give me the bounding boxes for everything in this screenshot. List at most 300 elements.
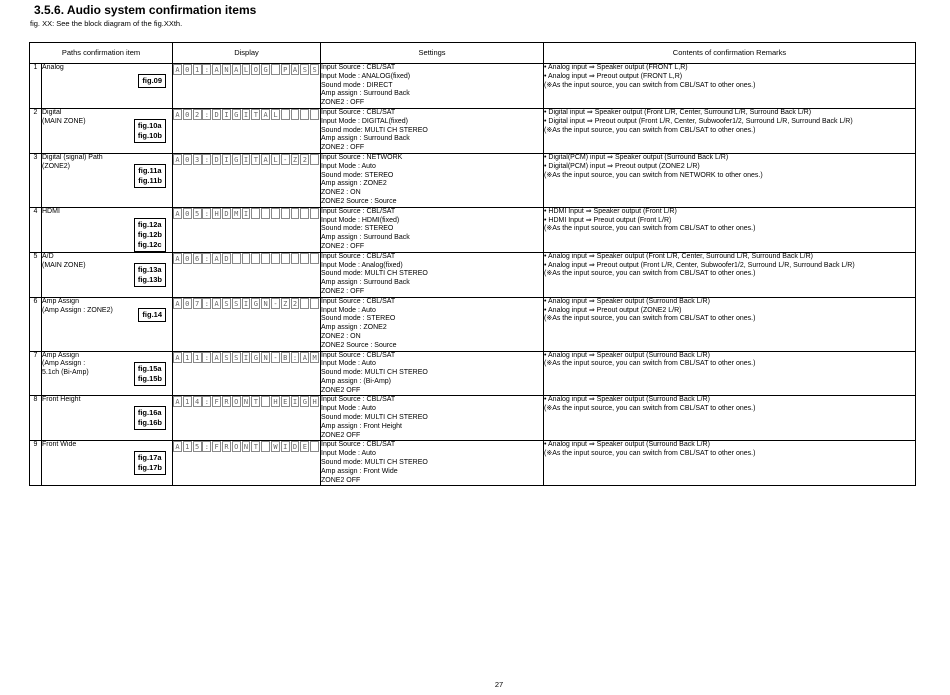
lcd-char: S <box>300 64 309 75</box>
setting-line: Input Source : CBL/SAT <box>321 207 396 215</box>
remark-line: (※As the input source, you can switch from CBL/SAT to other ones.) <box>544 81 756 89</box>
lcd-char: A <box>173 298 182 309</box>
row-number: 3 <box>30 153 42 207</box>
confirmation-table <box>29 42 916 486</box>
settings-cell <box>321 153 544 207</box>
lcd-char: I <box>291 396 300 407</box>
table-row <box>30 153 916 207</box>
path-label: A/D <box>42 252 54 260</box>
settings-cell <box>321 441 544 486</box>
setting-line: Amp assign : Surround Back <box>321 90 410 98</box>
lcd-char <box>310 154 319 165</box>
remark-line: (※As the input source, you can switch from CBL/SAT to other ones.) <box>544 450 756 458</box>
settings-cell <box>321 64 544 109</box>
setting-line: Input Source : CBL/SAT <box>321 64 396 71</box>
fig-reference: fig.11b <box>138 175 162 185</box>
setting-line: Input Source : CBL/SAT <box>321 108 396 116</box>
setting-line: ZONE2 : OFF <box>321 144 365 152</box>
setting-line: Amp assign : Front Wide <box>321 467 398 475</box>
remarks-cell <box>544 252 916 297</box>
remark-line: (※As the input source, you can switch from CBL/SAT to other ones.) <box>544 405 756 413</box>
row-number: 7 <box>30 351 42 396</box>
table-row <box>30 441 916 486</box>
table-row <box>30 396 916 441</box>
remark-line: • Analog input ⇒ Speaker output (Surround Back L/R) <box>544 297 710 305</box>
lcd-char: 2 <box>291 298 300 309</box>
display-cell <box>173 351 321 396</box>
lcd-char <box>261 441 270 452</box>
lcd-char <box>281 109 290 120</box>
lcd-char: H <box>271 396 280 407</box>
setting-line: Input Mode : Auto <box>321 306 376 314</box>
remark-line: • Digital input ⇒ Preout output (Front L/R, Center, Subwoofer1/2, Surround L/R, Surround Back L/R) <box>544 117 853 125</box>
remarks-cell <box>544 64 916 109</box>
lcd-char: L <box>271 109 280 120</box>
lcd-char: : <box>202 208 211 219</box>
remark-line: • HDMI Input ⇒ Preout output (Front L/R) <box>544 216 672 224</box>
fig-reference: fig.17b <box>137 463 162 473</box>
fig-reference: fig.11a <box>138 165 162 175</box>
setting-line: Sound mode : STEREO <box>321 315 396 323</box>
path-cell <box>42 297 173 351</box>
remarks-cell <box>544 108 916 153</box>
header-remarks: Contents of confirmation Remarks <box>544 43 916 64</box>
page-number: 27 <box>494 680 504 689</box>
lcd-char <box>281 208 290 219</box>
fig-reference-box <box>134 362 166 386</box>
lcd-char: I <box>242 298 251 309</box>
lcd-char: 1 <box>183 352 192 363</box>
lcd-char <box>291 208 300 219</box>
lcd-char: 5 <box>193 441 202 452</box>
setting-line: ZONE2 OFF <box>321 386 361 394</box>
lcd-char <box>251 253 260 264</box>
lcd-char: F <box>212 396 221 407</box>
lcd-char: A <box>173 352 182 363</box>
lcd-char: D <box>291 441 300 452</box>
lcd-char: F <box>212 441 221 452</box>
lcd-char: T <box>251 154 260 165</box>
fig-reference: fig.15a <box>137 363 162 373</box>
lcd-char: N <box>261 298 270 309</box>
lcd-char: 2 <box>300 154 309 165</box>
lcd-char: A <box>212 298 221 309</box>
setting-line: Input Source : CBL/SAT <box>321 396 396 404</box>
settings-cell <box>321 108 544 153</box>
remark-line: • Analog input ⇒ Speaker output (Surround Back L/R) <box>544 396 710 404</box>
path-label: HDMI <box>42 207 60 215</box>
path-label: (ZONE2) <box>42 162 70 170</box>
lcd-char <box>261 208 270 219</box>
lcd-char <box>271 208 280 219</box>
lcd-char: A <box>212 352 221 363</box>
lcd-char <box>310 441 319 452</box>
lcd-char <box>310 208 319 219</box>
lcd-char <box>271 253 280 264</box>
lcd-char: G <box>261 64 270 75</box>
remark-line: • Analog input ⇒ Speaker output (FRONT L,R) <box>544 64 688 71</box>
lcd-char: - <box>271 352 280 363</box>
remark-line: • Digital input ⇒ Speaker output (Front L/R, Center, Surround L/R, Surround Back L/R) <box>544 108 812 116</box>
setting-line: Sound mode : DIRECT <box>321 81 393 89</box>
lcd-char: B <box>281 352 290 363</box>
lcd-char: 0 <box>183 109 192 120</box>
path-cell <box>42 108 173 153</box>
setting-line: Input Mode : Auto <box>321 450 376 458</box>
fig-reference-box <box>134 218 166 252</box>
lcd-char <box>300 208 309 219</box>
lcd-char: 0 <box>183 64 192 75</box>
setting-line: Input Mode : Auto <box>321 162 376 170</box>
settings-cell <box>321 351 544 396</box>
fig-reference: fig.14 <box>142 309 162 319</box>
remark-line: • Analog input ⇒ Speaker output (Front L/R, Center, Surround L/R, Surround Back L/R) <box>544 252 814 260</box>
fig-reference: fig.15b <box>137 373 162 383</box>
fig-reference: fig.17a <box>137 453 162 463</box>
setting-line: Input Source : CBL/SAT <box>321 297 396 305</box>
setting-line: Sound mode: MULTI CH STEREO <box>321 459 428 467</box>
lcd-char: A <box>173 154 182 165</box>
setting-line: Amp assign : ZONE2 <box>321 180 387 188</box>
lcd-char: D <box>212 109 221 120</box>
display-cell <box>173 396 321 441</box>
lcd-char: H <box>212 208 221 219</box>
row-number: 6 <box>30 297 42 351</box>
lcd-char: S <box>222 352 231 363</box>
setting-line: ZONE2 OFF <box>321 476 361 484</box>
path-label: (MAIN ZONE) <box>42 261 86 269</box>
setting-line: Amp assign : Surround Back <box>321 135 410 143</box>
path-label: (MAIN ZONE) <box>42 117 86 125</box>
lcd-char: A <box>261 154 270 165</box>
setting-line: Sound mode: STEREO <box>321 171 394 179</box>
lcd-char: 1 <box>193 352 202 363</box>
lcd-char: L <box>271 154 280 165</box>
path-label: Digital <box>42 108 62 116</box>
path-cell <box>42 64 173 109</box>
remarks-cell <box>544 207 916 252</box>
lcd-char: T <box>251 441 260 452</box>
remark-line: • HDMI Input ⇒ Speaker output (Front L/R) <box>544 207 677 215</box>
lcd-char <box>261 396 270 407</box>
lcd-char <box>291 253 300 264</box>
table-row <box>30 351 916 396</box>
lcd-char: 5 <box>193 208 202 219</box>
lcd-char: O <box>232 441 241 452</box>
lcd-display <box>173 352 320 363</box>
path-label: Front Wide <box>42 441 77 449</box>
remark-line: (※As the input source, you can switch from CBL/SAT to other ones.) <box>544 270 756 278</box>
lcd-char <box>300 109 309 120</box>
lcd-char: T <box>251 396 260 407</box>
remark-line: • Analog input ⇒ Preout output (Front L/R, Center, Subwoofer1/2, Surround L/R, Surround Back L/R) <box>544 261 855 269</box>
lcd-char: G <box>251 298 260 309</box>
section-title: 3.5.6. Audio system confirmation items <box>34 3 257 17</box>
fig-reference: fig.12b <box>137 229 162 239</box>
lcd-char: I <box>242 208 251 219</box>
lcd-char <box>291 109 300 120</box>
lcd-char: 1 <box>193 64 202 75</box>
subtitle-note: fig. XX: See the block diagram of the fig.XXth. <box>30 19 183 28</box>
path-label: Front Height <box>42 396 81 404</box>
setting-line: Input Source : NETWORK <box>321 153 403 161</box>
remarks-cell <box>544 153 916 207</box>
lcd-char <box>261 253 270 264</box>
path-label: (Amp Assign : <box>42 360 86 368</box>
lcd-char: G <box>232 154 241 165</box>
display-cell <box>173 441 321 486</box>
lcd-char: A <box>300 352 309 363</box>
fig-reference: fig.16a <box>137 408 162 418</box>
fig-reference: fig.16b <box>137 418 162 428</box>
row-number: 8 <box>30 396 42 441</box>
row-number: 5 <box>30 252 42 297</box>
lcd-char: : <box>202 298 211 309</box>
fig-reference: fig.10b <box>137 130 162 140</box>
setting-line: Amp assign : Front Height <box>321 422 402 430</box>
display-cell <box>173 153 321 207</box>
table-row <box>30 252 916 297</box>
setting-line: Input Mode : HDMI(fixed) <box>321 216 400 224</box>
setting-line: Input Source : CBL/SAT <box>321 441 396 449</box>
lcd-char: A <box>232 64 241 75</box>
lcd-char: I <box>222 109 231 120</box>
fig-reference: fig.13b <box>137 274 162 284</box>
setting-line: ZONE2 : ON <box>321 332 361 340</box>
row-number: 4 <box>30 207 42 252</box>
remark-line: • Digital(PCM) input ⇒ Speaker output (Surround Back L/R) <box>544 153 729 161</box>
lcd-char: 0 <box>183 298 192 309</box>
settings-cell <box>321 396 544 441</box>
lcd-char <box>310 298 319 309</box>
lcd-display <box>173 208 320 219</box>
table-row <box>30 297 916 351</box>
remark-line: (※As the input source, you can switch from CBL/SAT to other ones.) <box>544 360 756 368</box>
display-cell <box>173 64 321 109</box>
lcd-display <box>173 109 320 120</box>
lcd-char: Z <box>291 154 300 165</box>
lcd-char: I <box>242 109 251 120</box>
settings-cell <box>321 252 544 297</box>
remarks-cell <box>544 441 916 486</box>
setting-line: Amp assign : ZONE2 <box>321 324 387 332</box>
setting-line: Amp assign : Surround Back <box>321 234 410 242</box>
settings-cell <box>321 297 544 351</box>
lcd-char: G <box>251 352 260 363</box>
lcd-char: - <box>271 298 280 309</box>
remark-line: (※As the input source, you can switch from CBL/SAT to other ones.) <box>544 315 756 323</box>
lcd-char <box>251 208 260 219</box>
display-cell <box>173 207 321 252</box>
fig-reference: fig.12a <box>137 219 162 229</box>
path-label: Amp Assign <box>42 297 79 305</box>
lcd-char: : <box>202 64 211 75</box>
lcd-char: Z <box>281 298 290 309</box>
lcd-char <box>271 64 280 75</box>
setting-line: Input Source : CBL/SAT <box>321 351 396 359</box>
lcd-char: E <box>281 396 290 407</box>
row-number: 1 <box>30 64 42 109</box>
lcd-char: A <box>173 208 182 219</box>
path-label: Amp Assign <box>42 351 79 359</box>
setting-line: ZONE2 Source : Source <box>321 197 397 205</box>
fig-reference-box <box>134 119 166 143</box>
display-cell <box>173 252 321 297</box>
lcd-char: O <box>251 64 260 75</box>
remark-line: • Analog input ⇒ Preout output (ZONE2 L/R) <box>544 306 682 314</box>
lcd-char: A <box>173 109 182 120</box>
lcd-char: H <box>310 396 319 407</box>
setting-line: ZONE2 : OFF <box>321 287 365 295</box>
setting-line: Sound mode: MULTI CH STEREO <box>321 126 428 134</box>
lcd-char: R <box>222 396 231 407</box>
fig-reference-box <box>134 164 166 188</box>
lcd-char: L <box>242 64 251 75</box>
lcd-char <box>281 253 290 264</box>
path-cell <box>42 351 173 396</box>
header-paths: Paths confirmation item <box>30 43 173 64</box>
lcd-char: : <box>202 396 211 407</box>
setting-line: ZONE2 : OFF <box>321 99 365 107</box>
table-row <box>30 207 916 252</box>
setting-line: ZONE2 : ON <box>321 189 361 197</box>
lcd-char: A <box>212 253 221 264</box>
fig-reference-box <box>134 451 166 475</box>
setting-line: Sound mode: STEREO <box>321 225 394 233</box>
lcd-display <box>173 396 320 407</box>
setting-line: ZONE2 OFF <box>321 431 361 439</box>
fig-reference-box <box>138 74 166 88</box>
lcd-char: S <box>310 64 319 75</box>
lcd-char <box>310 253 319 264</box>
lcd-char <box>300 298 309 309</box>
setting-line: Input Source : CBL/SAT <box>321 252 396 260</box>
lcd-char: : <box>291 352 300 363</box>
display-cell <box>173 108 321 153</box>
fig-reference-box <box>134 263 166 287</box>
lcd-char: S <box>232 298 241 309</box>
table-row <box>30 108 916 153</box>
lcd-char: D <box>222 208 231 219</box>
lcd-char: 6 <box>193 253 202 264</box>
lcd-char: D <box>222 253 231 264</box>
remark-line: • Analog input ⇒ Speaker output (Surround Back L/R) <box>544 441 710 449</box>
header-display: Display <box>173 43 321 64</box>
lcd-char: N <box>222 64 231 75</box>
lcd-char: M <box>310 352 319 363</box>
lcd-char: I <box>242 154 251 165</box>
lcd-char: A <box>173 64 182 75</box>
lcd-char: : <box>202 154 211 165</box>
remark-line: (※As the input source, you can switch from CBL/SAT to other ones.) <box>544 126 756 134</box>
setting-line: ZONE2 : OFF <box>321 242 365 250</box>
setting-line: Input Mode : Analog(fixed) <box>321 261 403 269</box>
setting-line: Input Mode : ANALOG(fixed) <box>321 72 411 80</box>
lcd-char: A <box>173 441 182 452</box>
remark-line: • Analog input ⇒ Preout output (FRONT L,R) <box>544 72 683 80</box>
lcd-display <box>173 64 320 75</box>
remarks-cell <box>544 396 916 441</box>
lcd-char: A <box>261 109 270 120</box>
lcd-char: : <box>202 253 211 264</box>
setting-line: Input Mode : DIGITAL(fixed) <box>321 117 409 125</box>
fig-reference-box <box>138 308 166 322</box>
lcd-char: 0 <box>183 253 192 264</box>
fig-reference: fig.13a <box>137 264 162 274</box>
fig-reference-box <box>134 406 166 430</box>
path-cell <box>42 441 173 486</box>
row-number: 2 <box>30 108 42 153</box>
setting-line: Input Mode : Auto <box>321 405 376 413</box>
setting-line: Amp assign : (Bi-Amp) <box>321 377 392 385</box>
fig-reference: fig.09 <box>142 76 162 85</box>
lcd-char: W <box>271 441 280 452</box>
setting-line: Amp assign : Surround Back <box>321 279 410 287</box>
row-number: 9 <box>30 441 42 486</box>
fig-reference: fig.12c <box>137 239 162 249</box>
lcd-char <box>232 253 241 264</box>
table-header-row <box>30 43 916 64</box>
lcd-char: S <box>222 298 231 309</box>
table-row <box>30 64 916 109</box>
lcd-char: 4 <box>193 396 202 407</box>
lcd-char: - <box>281 154 290 165</box>
lcd-char: G <box>300 396 309 407</box>
path-label: Analog <box>42 64 64 71</box>
lcd-char: S <box>232 352 241 363</box>
lcd-display <box>173 253 320 264</box>
remarks-cell <box>544 351 916 396</box>
lcd-char: 0 <box>183 154 192 165</box>
lcd-char: G <box>232 109 241 120</box>
setting-line: Sound mode: MULTI CH STEREO <box>321 369 428 377</box>
setting-line: ZONE2 Source : Source <box>321 341 397 349</box>
lcd-char: 1 <box>183 396 192 407</box>
lcd-display <box>173 441 320 452</box>
lcd-char: 3 <box>193 154 202 165</box>
lcd-char: I <box>242 352 251 363</box>
fig-reference: fig.10a <box>137 120 162 130</box>
path-cell <box>42 207 173 252</box>
remark-line: (※As the input source, you can switch from NETWORK to other ones.) <box>544 171 763 179</box>
lcd-char: : <box>202 352 211 363</box>
lcd-char: 7 <box>193 298 202 309</box>
lcd-char: O <box>232 396 241 407</box>
lcd-char: N <box>242 441 251 452</box>
setting-line: Input Mode : Auto <box>321 360 376 368</box>
remark-line: (※As the input source, you can switch from CBL/SAT to other ones.) <box>544 225 756 233</box>
setting-line: Sound mode: MULTI CH STEREO <box>321 414 428 422</box>
path-label: Digital (signal) Path <box>42 153 103 161</box>
lcd-char: A <box>173 253 182 264</box>
lcd-char: E <box>300 441 309 452</box>
path-label: (Amp Assign : ZONE2) <box>42 306 113 314</box>
lcd-char: N <box>242 396 251 407</box>
lcd-char: 2 <box>193 109 202 120</box>
lcd-char: M <box>232 208 241 219</box>
remark-line: • Digital(PCM) input ⇒ Preout output (ZONE2 L/R) <box>544 162 700 170</box>
remarks-cell <box>544 297 916 351</box>
lcd-display <box>173 298 320 309</box>
display-cell <box>173 297 321 351</box>
lcd-char: I <box>281 441 290 452</box>
lcd-char: D <box>212 154 221 165</box>
header-settings: Settings <box>321 43 544 64</box>
lcd-char <box>242 253 251 264</box>
path-cell <box>42 396 173 441</box>
setting-line: Sound mode: MULTI CH STEREO <box>321 270 428 278</box>
remark-line: • Analog input ⇒ Speaker output (Surround Back L/R) <box>544 351 710 359</box>
